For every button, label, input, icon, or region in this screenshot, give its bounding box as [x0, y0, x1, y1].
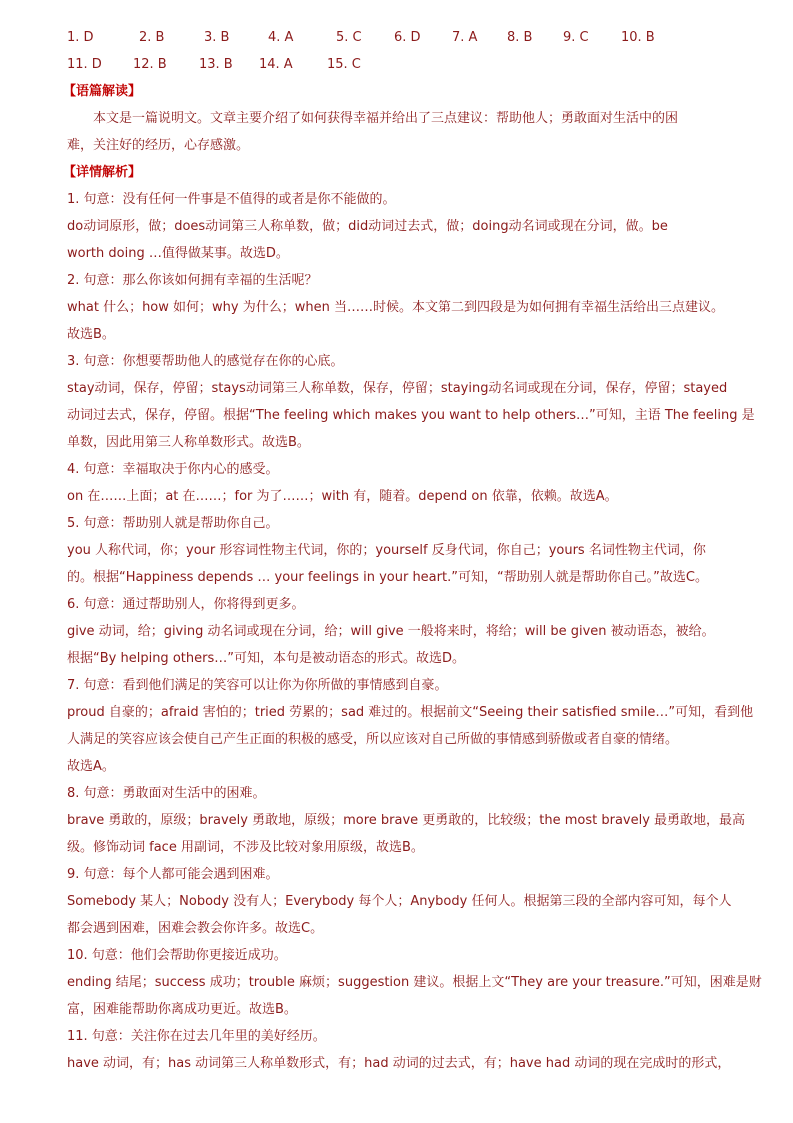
explanation-line: have 动词，有；has 动词第三人称单数形式，有；had 动词的过去式，有；have had 动词的现在完成时的形式，: [67, 1056, 731, 1071]
answer-row-1: [67, 24, 753, 51]
summary-text-cont: 难，关注好的经历，心存感激。: [67, 138, 250, 153]
explanation-line: 都会遇到困难，困难会教会你许多。故选C。: [67, 921, 324, 936]
question-line: 9. 句意：每个人都可能会遇到困难。: [67, 867, 279, 882]
summary-heading: 【语篇解读】: [63, 84, 142, 99]
question-line: 8. 句意：勇敢面对生活中的困难。: [67, 786, 266, 801]
question-line: 5. 句意：帮助别人就是帮助你自己。: [67, 516, 279, 531]
explanation-line: on 在……上面；at 在……；for 为了……；with 有，随着。depend on 依靠，依赖。故选A。: [67, 489, 618, 504]
explanation-line: Somebody 某人；Nobody 没有人；Everybody 每个人；Anybody 任何人。根据第三段的全部内容可知，每个人: [67, 894, 732, 909]
explanation-line: 动词过去式，保存，停留。根据“The feeling which makes you want to help others…”可知，主语 The feeling 是: [67, 408, 755, 423]
answer-item: 7. A: [452, 30, 478, 45]
answer-item: 3. B: [204, 30, 230, 45]
question-line: 1. 句意：没有任何一件事是不值得的或者是你不能做的。: [67, 192, 396, 207]
explanation-list: [67, 186, 762, 1077]
explanation-line: 根据“By helping others…”可知，本句是被动语态的形式。故选D。: [67, 651, 465, 666]
answer-item: 5. C: [336, 30, 362, 45]
question-line: 3. 句意：你想要帮助他人的感觉存在你的心底。: [67, 354, 344, 369]
answer-item: 1. D: [67, 30, 94, 45]
detail-heading: 【详情解析】: [63, 165, 142, 180]
answer-key: [67, 24, 753, 78]
explanation-line: 富，困难能帮助你离成功更近。故选B。: [67, 1002, 297, 1017]
answer-item: 9. C: [563, 30, 589, 45]
question-line: 7. 句意：看到他们满足的笑容可以让你为你所做的事情感到自豪。: [67, 678, 448, 693]
explanation-line: 故选B。: [67, 327, 115, 342]
answer-item: 15. C: [327, 57, 361, 72]
explanation-line: do动词原形，做；does动词第三人称单数，做；did动词过去式，做；doing动名词或现在分词，做。be: [67, 219, 668, 234]
explanation-line: stay动词，保存，停留；stays动词第三人称单数，保存，停留；staying动名词或现在分词，保存，停留；stayed: [67, 381, 728, 396]
answer-item: 4. A: [268, 30, 294, 45]
summary-text: 本文是一篇说明文。文章主要介绍了如何获得幸福并给出了三点建议：帮助他人；勇敢面对生活中的困: [93, 111, 679, 126]
question-line: 11. 句意：关注你在过去几年里的美好经历。: [67, 1029, 326, 1044]
explanation-line: you 人称代词，你；your 形容词性物主代词，你的；yourself 反身代词，你自己；yours 名词性物主代词，你: [67, 543, 706, 558]
explanation-line: 的。根据“Happiness depends … your feelings in your heart.”可知，“帮助别人就是帮助你自己。”故选C。: [67, 570, 708, 585]
answer-item: 12. B: [133, 57, 167, 72]
question-line: 10. 句意：他们会帮助你更接近成功。: [67, 948, 287, 963]
explanation-line: 故选A。: [67, 759, 115, 774]
question-line: 2. 句意：那么你该如何拥有幸福的生活呢？: [67, 273, 318, 288]
answer-item: 6. D: [394, 30, 421, 45]
answer-item: 8. B: [507, 30, 533, 45]
answer-item: 13. B: [199, 57, 233, 72]
explanation-line: worth doing …值得做某事。故选D。: [67, 246, 289, 261]
answer-row-2: [67, 51, 753, 78]
question-line: 6. 句意：通过帮助别人，你将得到更多。: [67, 597, 305, 612]
question-line: 4. 句意：幸福取决于你内心的感受。: [67, 462, 279, 477]
explanation-line: proud 自豪的；afraid 害怕的；tried 劳累的；sad 难过的。根据前文“Seeing their satisfied smile…”可知，看到他: [67, 705, 754, 720]
answer-item: 11. D: [67, 57, 102, 72]
explanation-line: give 动词，给；giving 动名词或现在分词，给；will give 一般将来时，将给；will be given 被动语态，被给。: [67, 624, 715, 639]
explanation-line: 单数，因此用第三人称单数形式。故选B。: [67, 435, 310, 450]
explanation-line: 级。修饰动词 face 用副词，不涉及比较对象用原级，故选B。: [67, 840, 424, 855]
answer-item: 2. B: [139, 30, 165, 45]
explanation-line: ending 结尾；success 成功；trouble 麻烦；suggestion 建议。根据上文“They are your treasure.”可知，困难是财: [67, 975, 762, 990]
explanation-line: 人满足的笑容应该会使自己产生正面的积极的感受，所以应该对自己所做的事情感到骄傲或者自豪的情绪。: [67, 732, 679, 747]
answer-item: 14. A: [259, 57, 293, 72]
explanation-line: brave 勇敢的，原级；bravely 勇敢地，原级；more brave 更勇敢的，比较级；the most bravely 最勇敢地，最高: [67, 813, 746, 828]
explanation-line: what 什么；how 如何；why 为什么；when 当……时候。本文第二到四段是为如何拥有幸福生活给出三点建议。: [67, 300, 724, 315]
answer-item: 10. B: [621, 30, 655, 45]
